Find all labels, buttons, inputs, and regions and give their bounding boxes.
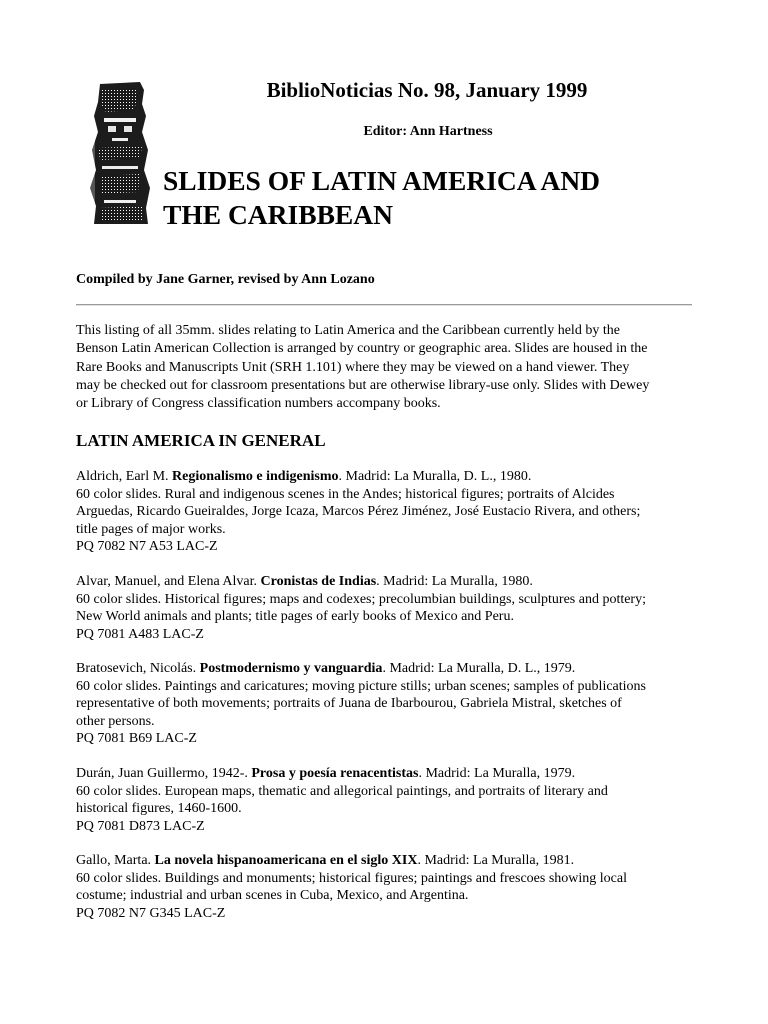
page-title <box>163 164 723 232</box>
entry-description-line: title pages of major works. <box>76 521 226 537</box>
entry-description-line: New World animals and plants; title pages of early books of Mexico and Peru. <box>76 609 514 624</box>
entry-author: Gallo, Marta. <box>76 853 155 868</box>
page-title-line-1: SLIDES OF LATIN AMERICA AND <box>163 165 601 196</box>
entry-description-line: 60 color slides. European maps, thematic and allegorical paintings, and portraits of literary and <box>76 783 608 799</box>
section-heading: LATIN AMERICA IN GENERAL <box>76 431 326 450</box>
entry-citation <box>76 468 696 486</box>
publication-title: BiblioNoticias No. 98, January 1999 <box>266 78 588 102</box>
bibliography-entry <box>76 660 696 748</box>
editor-line: Editor: Ann Hartness <box>363 124 493 139</box>
entry-call-number: PQ 7081 D873 LAC-Z <box>76 818 205 834</box>
entry-description-line: other persons. <box>76 713 155 729</box>
entry-citation <box>76 852 696 870</box>
entry-citation <box>76 573 696 591</box>
intro-paragraph <box>76 322 696 413</box>
entry-author: Alvar, Manuel, and Elena Alvar. <box>76 574 261 589</box>
entry-author: Bratosevich, Nicolás. <box>76 661 200 676</box>
entry-description-line: 60 color slides. Rural and indigenous scenes in the Andes; historical figures; portraits of Alcides <box>76 486 615 502</box>
entry-publication: . Madrid: La Muralla, D. L., 1979. <box>382 661 576 676</box>
entry-description-line: Arguedas, Ricardo Gueiraldes, Jorge Icaza, Marcos Pérez Jiménez, José Eustacio Rivera, and others; <box>76 504 641 519</box>
entry-publication: . Madrid: La Muralla, 1980. <box>376 574 533 589</box>
intro-line: Benson Latin American Collection is arranged by country or geographic area. Slides are housed in the <box>76 341 648 357</box>
entry-title: Postmodernismo y vanguardia <box>199 661 383 676</box>
entry-author: Durán, Juan Guillermo, 1942-. <box>76 766 252 781</box>
entry-title: Cronistas de Indias <box>260 574 377 589</box>
intro-line: This listing of all 35mm. slides relating to Latin America and the Caribbean currently held by the <box>76 323 620 338</box>
entry-publication: . Madrid: La Muralla, D. L., 1980. <box>338 469 532 484</box>
entry-author: Aldrich, Earl M. <box>76 469 173 484</box>
page-title-line-2: THE CARIBBEAN <box>163 199 393 230</box>
entry-publication: . Madrid: La Muralla, 1979. <box>418 766 576 781</box>
entry-description-line: 60 color slides. Buildings and monuments; historical figures; paintings and frescoes showing local <box>76 870 627 886</box>
entry-description-line: costume; industrial and urban scenes in Cuba, Mexico, and Argentina. <box>76 888 469 903</box>
entry-description-line: 60 color slides. Historical figures; maps and codexes; precolumbian buildings, sculptures and pottery; <box>76 591 646 607</box>
entry-title: Regionalismo e indigenismo <box>172 469 339 484</box>
horizontal-divider <box>76 304 692 306</box>
entry-call-number: PQ 7081 B69 LAC-Z <box>76 731 197 746</box>
entry-call-number: PQ 7082 N7 A53 LAC-Z <box>76 539 218 554</box>
bibliography-entry <box>76 468 696 556</box>
entry-description-line: historical figures, 1460-1600. <box>76 801 242 816</box>
intro-line: Rare Books and Manuscripts Unit (SRH 1.101) where they may be viewed on a hand viewer. They <box>76 359 630 375</box>
entry-description-line: representative of both movements; portraits of Juana de Ibarbourou, Gabriela Mistral, sketches of <box>76 696 622 711</box>
bibliography-entry <box>76 852 696 922</box>
entry-citation <box>76 765 696 783</box>
entry-title: Prosa y poesía renacentistas <box>251 766 419 781</box>
intro-line: or Library of Congress classification numbers accompany books. <box>76 396 441 412</box>
intro-line: may be checked out for classroom presentations but are otherwise library-use only. Slides with Dewey <box>76 377 650 393</box>
entry-citation <box>76 660 696 678</box>
bibliography-entry <box>76 573 696 643</box>
compiled-by-line: Compiled by Jane Garner, revised by Ann Lozano <box>76 272 375 287</box>
entry-title: La novela hispanoamericana en el siglo XIX <box>154 853 418 868</box>
entry-call-number: PQ 7082 N7 G345 LAC-Z <box>76 905 226 921</box>
entry-call-number: PQ 7081 A483 LAC-Z <box>76 626 204 642</box>
entry-description-line: 60 color slides. Paintings and caricatures; moving picture stills; urban scenes; samples of publications <box>76 678 646 694</box>
entry-publication: . Madrid: La Muralla, 1981. <box>417 853 575 868</box>
bibliography-entry <box>76 765 696 835</box>
